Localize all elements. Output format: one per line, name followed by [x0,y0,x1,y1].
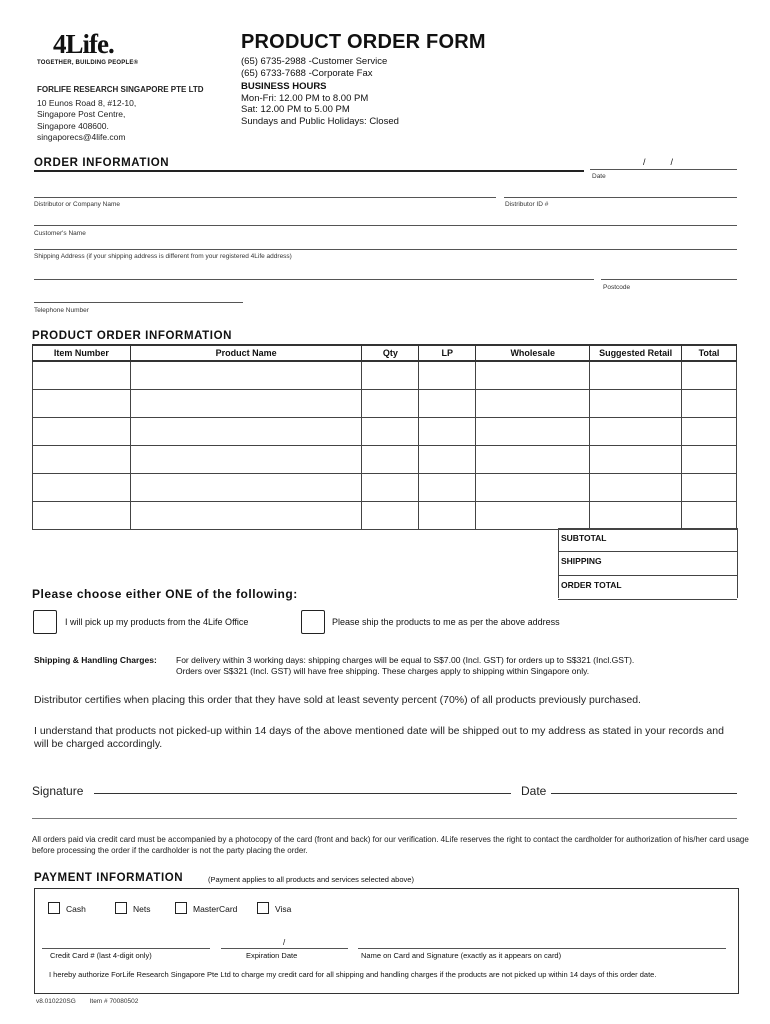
logo-mark: 4Life. [53,29,114,59]
table-cell[interactable] [419,446,476,474]
table-cell[interactable] [590,418,682,446]
shipping-label: SHIPPING [561,556,602,566]
date-field[interactable] [590,169,737,170]
signature-date-field[interactable] [551,793,737,794]
customer-name-label: Customer's Name [34,230,86,237]
shipping-charges-line: For delivery within 3 working days: shipping charges will be equal to S$7.00 (Incl. GST) for orders up to S$321 (Incl.GST). [176,655,635,665]
col-qty: Qty [362,345,419,361]
table-cell[interactable] [476,446,590,474]
table-cell[interactable] [130,418,362,446]
hours-line: Mon-Fri: 12.00 PM to 8.00 PM [241,92,369,104]
payment-box [34,888,739,994]
date-label: Date [592,173,606,180]
table-cell[interactable] [590,474,682,502]
hours-line: Sat: 12.00 PM to 5.00 PM [241,104,350,115]
table-cell[interactable] [590,446,682,474]
order-info-heading: ORDER INFORMATION [34,157,170,169]
table-cell[interactable] [682,446,737,474]
mastercard-label: MasterCard [193,904,238,914]
expiry-label: Expiration Date [246,951,298,960]
table-cell[interactable] [590,361,682,390]
table-row [33,361,737,390]
product-info-heading: PRODUCT ORDER INFORMATION [32,330,233,342]
shipping-address-field[interactable] [34,249,737,250]
corporate-fax: (65) 6733-7688 -Corporate Fax [241,67,373,79]
phone-service: (65) 6735-2988 -Customer Service [241,56,388,67]
table-cell[interactable] [419,502,476,530]
section-rule [34,170,584,172]
table-cell[interactable] [590,502,682,530]
table-row [33,446,737,474]
credit-card-note: All orders paid via credit card must be accompanied by a photocopy of the card (front and back) for our verification. 4Life reserves the right to contact the cardholder for authorization of his/her card usage before processing the order if the cardholder is not the party placing the order. [32,835,749,855]
table-cell[interactable] [130,502,362,530]
table-cell[interactable] [419,474,476,502]
hours-heading: BUSINESS HOURS [241,81,327,92]
col-total: Total [682,345,737,361]
address-line: Singapore 408600. [37,120,109,131]
table-cell[interactable] [419,361,476,390]
shipping-address-label: Shipping Address (if your shipping address is different from your registered 4Life address) [34,253,292,260]
credit-card-label: Credit Card # (last 4-digit only) [50,951,152,960]
table-cell[interactable] [33,418,131,446]
form-title: PRODUCT ORDER FORM [241,31,486,53]
table-cell[interactable] [476,418,590,446]
pickup-option-label: I will pick up my products from the 4Life Office [65,617,249,627]
payment-subheading: (Payment applies to all products and services selected above) [208,875,414,884]
product-table [32,344,737,530]
address-line: Singapore Post Centre, [37,109,126,119]
table-cell[interactable] [33,390,131,418]
subtotal-row[interactable] [558,528,737,552]
signature-field[interactable] [94,793,511,794]
col-lp: LP [419,345,476,361]
date-slashes: / / [643,157,674,167]
signature-date-label: Date [521,784,547,798]
ship-option-label: Please ship the products to me as per the above address [332,617,560,627]
table-cell[interactable] [476,474,590,502]
cash-label: Cash [66,904,86,914]
cash-checkbox[interactable] [48,902,60,914]
credit-card-field[interactable] [42,948,210,949]
table-row [33,474,737,502]
table-cell[interactable] [33,502,131,530]
telephone-field[interactable] [34,302,243,303]
visa-label: Visa [275,904,292,914]
table-cell[interactable] [362,361,419,390]
shipping-charges-text [176,655,770,677]
logo-tagline: TOGETHER, BUILDING PEOPLE® [37,60,139,66]
table-cell[interactable] [476,502,590,530]
choose-heading: Please choose either ONE of the following: [32,587,298,601]
payment-heading: PAYMENT INFORMATION [34,872,184,884]
telephone-label: Telephone Number [34,307,89,314]
table-cell[interactable] [682,390,737,418]
company-logo [37,29,143,66]
table-cell[interactable] [476,361,590,390]
table-cell[interactable] [682,502,737,530]
summary-right-border [737,528,738,598]
divider [32,818,737,819]
table-cell[interactable] [362,418,419,446]
customer-name-field[interactable] [34,225,737,226]
table-header-row [33,345,737,361]
table-cell[interactable] [130,390,362,418]
authorize-text: I hereby authorize ForLife Research Singapore Pte Ltd to charge my credit card for all shipping and handling charges if the products are not picked up within 14 days of this order date. [49,970,657,979]
table-cell[interactable] [419,390,476,418]
hours-line: Sundays and Public Holidays: Closed [241,115,399,127]
col-product-name: Product Name [130,345,362,361]
order-total-row[interactable] [558,575,737,600]
pickup-checkbox[interactable] [33,610,57,634]
shipping-address-line2[interactable] [34,279,594,280]
table-cell[interactable] [33,474,131,502]
table-cell[interactable] [682,361,737,390]
col-item-number: Item Number [33,345,131,361]
table-cell[interactable] [130,361,362,390]
shipping-row[interactable] [558,551,737,575]
table-cell[interactable] [682,474,737,502]
shipping-charges-label: Shipping & Handling Charges: [34,655,157,665]
nets-label: Nets [133,904,151,914]
contact-block [241,56,399,127]
table-cell[interactable] [130,474,362,502]
shipping-charges-block [34,655,635,676]
order-total-label: ORDER TOTAL [561,580,622,590]
table-row [33,502,737,530]
cardholder-field[interactable] [358,948,726,949]
table-cell[interactable] [362,502,419,530]
distributor-id-label: Distributor ID # [505,201,549,208]
table-cell[interactable] [362,446,419,474]
signature-label: Signature [32,784,84,798]
table-cell[interactable] [476,390,590,418]
visa-checkbox[interactable] [257,902,269,914]
footer [36,998,138,1005]
nets-checkbox[interactable] [115,902,127,914]
col-suggested-retail: Suggested Retail [590,345,682,361]
table-cell[interactable] [33,446,131,474]
table-row [33,418,737,446]
expiry-field[interactable] [221,948,348,949]
distributor-name-label: Distributor or Company Name [34,201,120,208]
table-cell[interactable] [33,361,131,390]
table-cell[interactable] [362,474,419,502]
shipping-charges-line: Orders over S$321 (Incl. GST) will have free shipping. These charges apply to shipping within Singapore only. [176,666,590,676]
company-email: singaporecs@4life.com [37,132,126,142]
table-cell[interactable] [362,390,419,418]
understand-text: I understand that products not picked-up within 14 days of the above mentioned date will be shipped out to my address as stated in your records and will be charged accordingly. [34,725,724,750]
table-row [33,390,737,418]
ship-checkbox[interactable] [301,610,325,634]
postcode-label: Postcode [603,284,631,291]
company-name: FORLIFE RESEARCH SINGAPORE PTE LTD [37,85,204,94]
cardholder-label: Name on Card and Signature (exactly as it appears on card) [361,951,562,960]
item-number: Item # 70080502 [89,998,139,1005]
col-wholesale: Wholesale [476,345,590,361]
expiry-slash: / [283,938,286,947]
distributor-name-field[interactable] [34,197,496,198]
company-address-block [37,84,204,144]
table-cell[interactable] [419,418,476,446]
mastercard-checkbox[interactable] [175,902,187,914]
postcode-field[interactable] [601,279,737,280]
version-code: v8.010220SG [36,998,76,1005]
table-cell[interactable] [130,446,362,474]
address-line: 10 Eunos Road 8, #12-10, [37,97,137,108]
table-cell[interactable] [682,418,737,446]
certify-text: Distributor certifies when placing this order that they have sold at least seventy percent (70%) of all products previously purchased. [34,694,641,706]
table-cell[interactable] [590,390,682,418]
distributor-id-field[interactable] [504,197,737,198]
subtotal-label: SUBTOTAL [561,533,607,543]
